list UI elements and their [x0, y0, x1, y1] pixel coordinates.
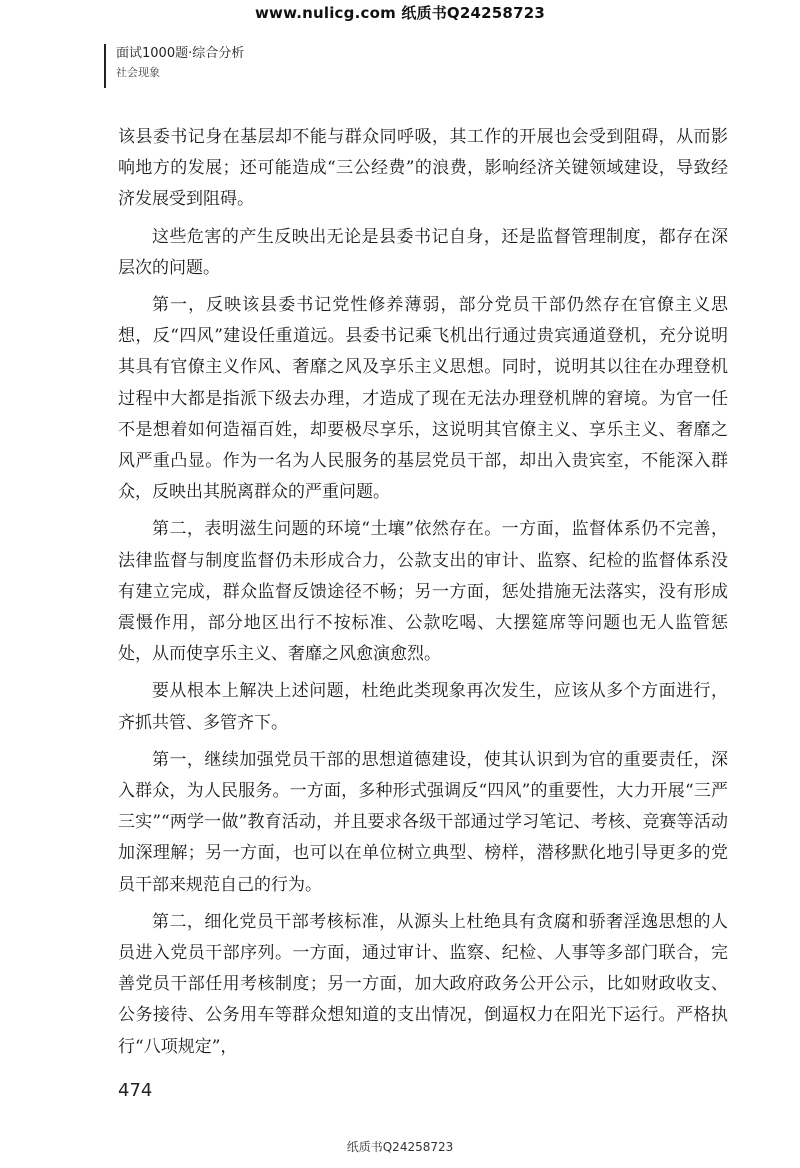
- running-head: [104, 44, 244, 88]
- page-number: 474: [118, 1080, 153, 1101]
- section-title: 社会现象: [116, 66, 160, 79]
- paragraph: 第一，继续加强党员干部的思想道德建设，使其认识到为官的重要责任，深入群众，为人民服务。一方面，多种形式强调反“四风”的重要性，大力开展“三严三实”“两学一做”教育活动，并且要求各级干部通过学习笔记、考核、竞赛等活动加深理解；另一方面，也可以在单位树立典型、榜样，潜移默化地引导更多的党员干部来规范自己的行为。: [118, 749, 728, 895]
- paragraph: 第二，细化党员干部考核标准，从源头上杜绝具有贪腐和骄奢淫逸思想的人员进入党员干部序列。一方面，通过审计、监察、纪检、人事等多部门联合，完善党员干部任用考核制度；另一方面，加大政府政务公开公示，比如财政收支、公务接待、公务用车等群众想知道的支出情况，倒逼权力在阳光下运行。严格执行“八项规定”，: [118, 911, 728, 1057]
- bottom-watermark: 纸质书Q24258723: [346, 1140, 454, 1154]
- book-title: 面试1000题·综合分析: [116, 46, 245, 61]
- paragraph-continuation: 该县委书记身在基层却不能与群众同呼吸，其工作的开展也会受到阻碍，从而影响地方的发展；还可能造成“三公经费”的浪费，影响经济关键领域建设，导致经济发展受到阻碍。: [118, 127, 728, 210]
- body-text: [118, 122, 728, 1069]
- paragraph: 这些危害的产生反映出无论是县委书记自身，还是监督管理制度，都存在深层次的问题。: [118, 226, 728, 278]
- paragraph: 第一，反映该县委书记党性修养薄弱，部分党员干部仍然存在官僚主义思想，反“四风”建设任重道远。县委书记乘飞机出行通过贵宾通道登机，充分说明其具有官僚主义作风、奢靡之风及享乐主义思想。同时，说明其以往在办理登机过程中大都是指派下级去办理，才造成了现在无法办理登机牌的窘境。为官一任不是想着如何造福百姓，却要极尽享乐，这说明其官僚主义、享乐主义、奢靡之风严重凸显。作为一名为人民服务的基层党员干部，却出入贵宾室，不能深入群众，反映出其脱离群众的严重问题。: [118, 295, 728, 503]
- paragraph: 要从根本上解决上述问题，杜绝此类现象再次发生，应该从多个方面进行，齐抓共管、多管齐下。: [118, 681, 728, 733]
- paragraph: 第二，表明滋生问题的环境“土壤”依然存在。一方面，监督体系仍不完善，法律监督与制度监督仍未形成合力，公款支出的审计、监察、纪检的监督体系没有建立完成，群众监督反馈途径不畅；另一方面，惩处措施无法落实，没有形成震慑作用，部分地区出行不按标准、公款吃喝、大摆筵席等问题也无人监管惩处，从而使享乐主义、奢靡之风愈演愈烈。: [118, 519, 728, 665]
- top-watermark: www.nulicg.com 纸质书Q24258723: [255, 4, 545, 22]
